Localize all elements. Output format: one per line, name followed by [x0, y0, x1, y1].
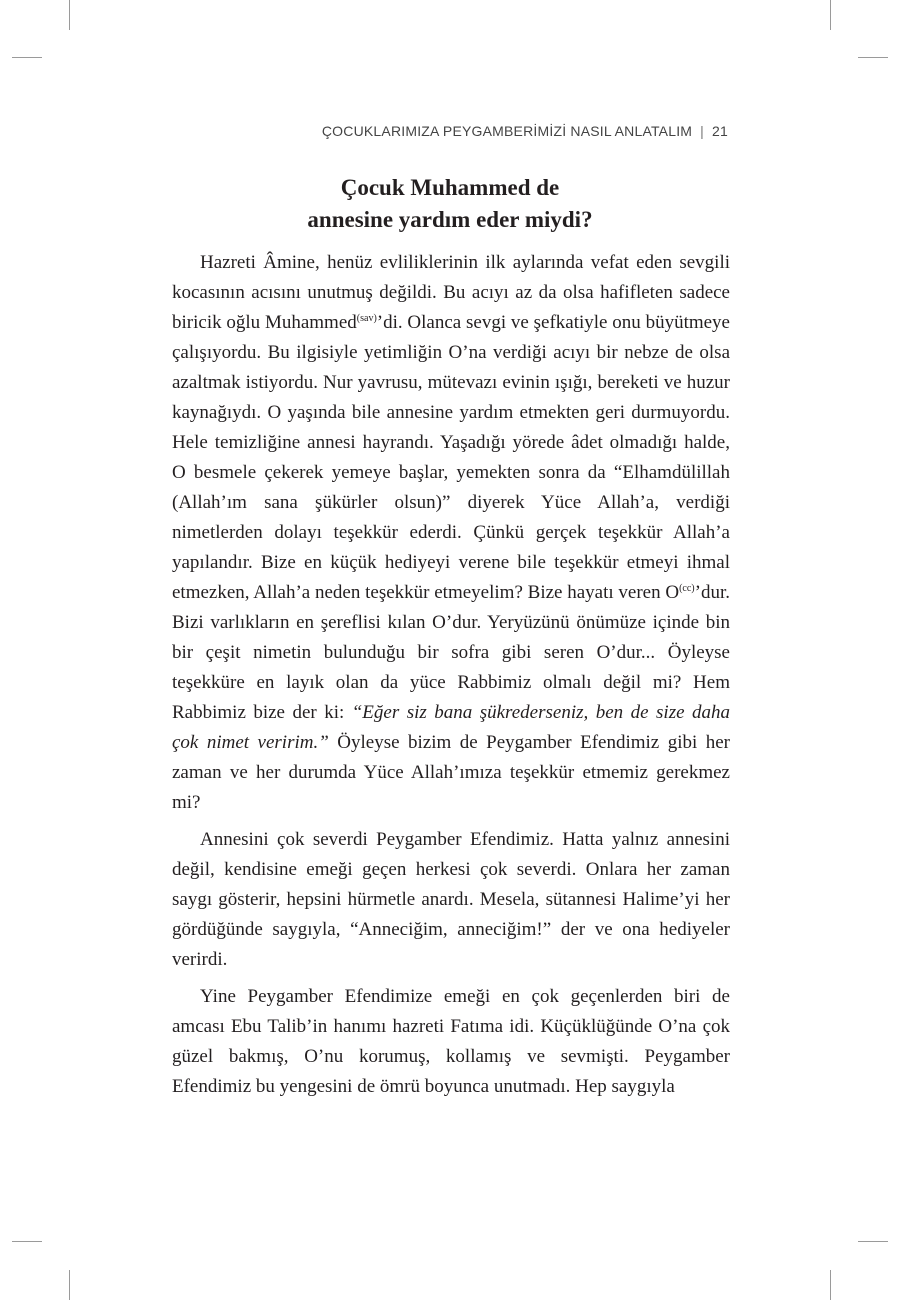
crop-mark-bottom-right-vertical: [830, 1270, 831, 1300]
honorific-cc: (cc): [679, 583, 695, 594]
crop-mark-top-left-vertical: [69, 0, 70, 30]
crop-mark-bottom-right-horizontal: [858, 1241, 888, 1242]
paragraph-1: [172, 248, 730, 818]
crop-mark-bottom-left-horizontal: [12, 1241, 42, 1242]
paragraph-1-part-d: Öyleyse bizim de Peygamber Efendimiz gibi her zaman ve her durumda Yüce Allah’ımıza teşekkür etmemiz gerekmez mi?: [172, 732, 730, 813]
paragraph-1-part-b: ’di. Olanca sevgi ve şefkatiyle onu büyütmeye çalışıyordu. Bu ilgisiyle yetimliğin O’na verdiği acıyı bir nebze de olsa azaltmak istiyordu. Nur yavrusu, mütevazı evinin ışığı, bereketi ve huzur kaynağıydı. O yaşında bile annesine yardım etmekten geri durmuyordu. Hele temizliğine annesi hayrandı. Yaşadığı yörede âdet olmadığı halde, O besmele çekerek yemeye başlar, yemekten sonra da “Elhamdülillah (Allah’ım sana şükürler olsun)” diyerek Yüce Allah’a, verdiği nimetlerden dolayı teşekkür ederdi. Çünkü gerçek teşekkür Allah’a yapılandır. Bize en küçük hediyeyi verene bile teşekkür etmeyi ihmal etmezken, Allah’a neden teşekkür etmeyelim? Bize hayatı veren O: [172, 312, 730, 603]
running-head-separator: |: [700, 123, 705, 139]
page-number: 21: [712, 123, 728, 139]
crop-mark-top-right-vertical: [830, 0, 831, 30]
chapter-title-line-1: Çocuk Muhammed de: [340, 175, 560, 200]
honorific-sav: (sav): [356, 313, 377, 324]
chapter-title: [172, 172, 728, 236]
crop-mark-top-left-horizontal: [12, 57, 42, 58]
crop-mark-bottom-left-vertical: [69, 1270, 70, 1300]
paragraph-2: Annesini çok severdi Peygamber Efendimiz. Hatta yalnız annesini değil, kendisine emeği geçen herkesi çok severdi. Onlara her zaman saygı gösterir, hepsini hürmetle anardı. Mesela, sütannesi Halime’yi her gördüğünde saygıyla, “Anneciğim, anneciğim!” der ve ona hediyeler verirdi.: [172, 829, 730, 970]
verse-quote: “Eğer siz bana şükrederseniz, ben de size daha çok nimet veririm.”: [172, 702, 730, 753]
paragraph-1-part-a: Hazreti Âmine, henüz evliliklerinin ilk aylarında vefat eden sevgili kocasının acısını unutmuş değildi. Bu acıyı az da olsa hafifleten sadece biricik oğlu Muhammed: [172, 252, 730, 333]
paragraph-1-part-c: ’dur. Bizi varlıkların en şereflisi kılan O’dur. Yeryüzünü önümüze içinde bin bir çeşit nimetin bulunduğu bir sofra gibi seren O’dur... Öyleyse teşekküre en layık olan da yüce Rabbimiz olmalı değil mi? Hem Rabbimiz bize der ki:: [172, 582, 730, 723]
paragraph-3: Yine Peygamber Efendimize emeği en çok geçenlerden biri de amcası Ebu Talib’in hanımı hazreti Fatıma idi. Küçüklüğünde O’na çok güzel bakmış, O’nu korumuş, kollamış ve sevmişti. Peygamber Efendimiz bu yengesini de ömrü boyunca unutmadı. Hep saygıyla: [172, 986, 730, 1097]
running-head-title: ÇOCUKLARIMIZA PEYGAMBERİMİZİ NASIL ANLATALIM: [321, 123, 693, 139]
running-head: [322, 123, 728, 139]
body-text: [172, 248, 730, 1109]
chapter-title-line-2: annesine yardım eder miydi?: [307, 207, 593, 232]
crop-mark-top-right-horizontal: [858, 57, 888, 58]
